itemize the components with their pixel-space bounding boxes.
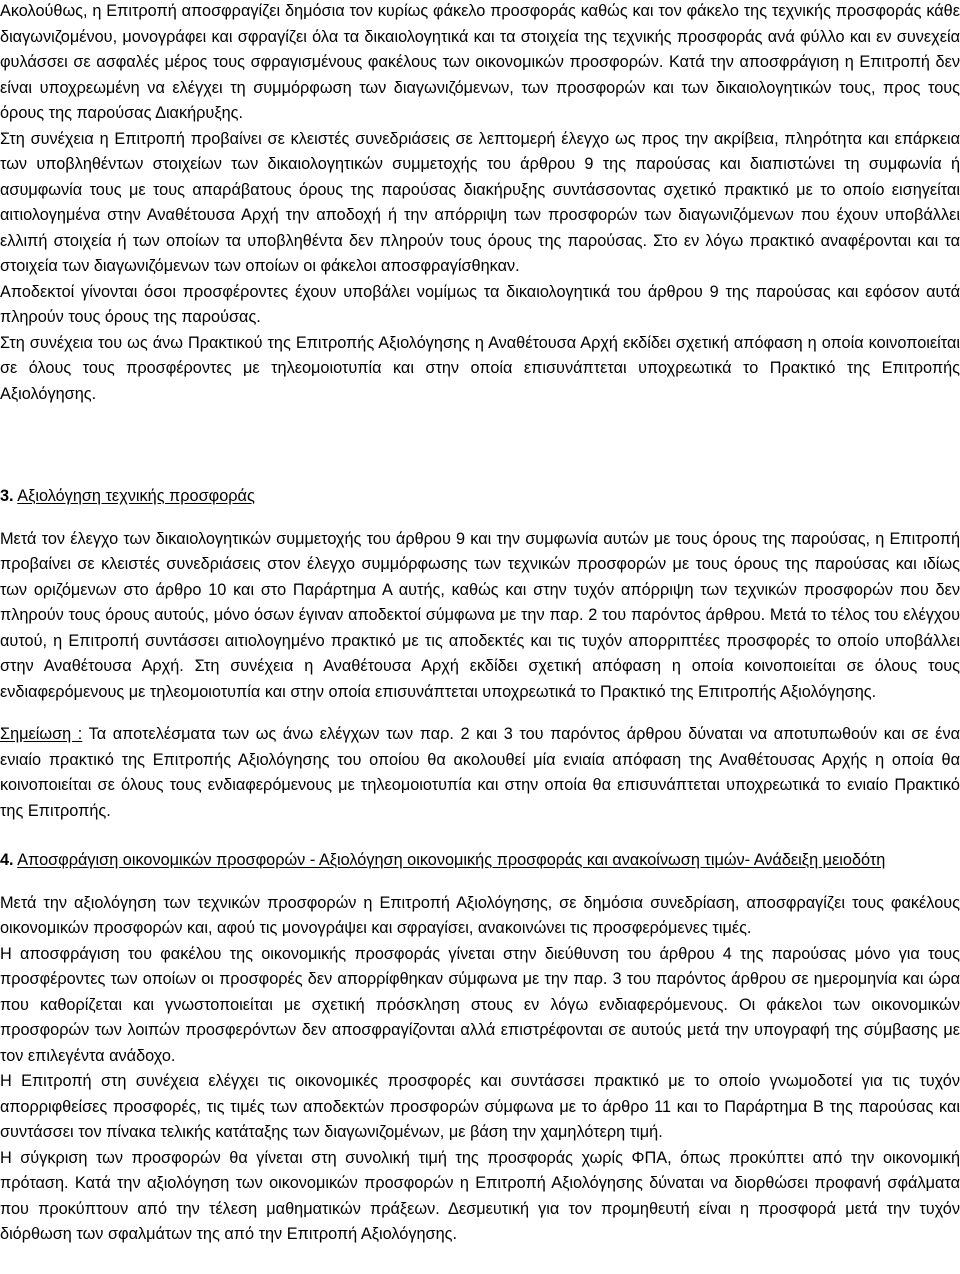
spacer (0, 407, 960, 484)
section-4-paragraph-1: Μετά την αξιολόγηση των τεχνικών προσφορών η Επιτροπή Αξιολόγησης, σε δημόσια συνεδρίαση, αποσφραγίζει τους φακέλους οικονομικών προσφορών και, αφού τις μονογράψει και σφραγίσει, ανακοινώνει τις προσφερόμενες τιμές. (0, 893, 960, 937)
section-3-paragraph-1: Μετά τον έλεγχο των δικαιολογητικών συμμετοχής του άρθρου 9 και την συμφωνία αυτών με τους όρους της παρούσας, η Επιτροπή προβαίνει σε κλειστές συνεδριάσεις στον έλεγχο συμμόρφωσης των τεχνικών προσφορών με τους όρους της παρούσας και ιδίως των οριζόμενων στο άρθρο 10 και στο Παράρτημα Α αυτής, καθώς και στην τυχόν απόρριψη των τεχνικών προσφορών που δεν πληρούν τους όρους αυτούς, μόνο όσων έγιναν αποδεκτοί σύμφωνα με την παρ. 2 του παρόντος άρθρου. Μετά το τέλος του ελέγχου αυτού, η Επιτροπή συντάσσει αιτιολογημένο πρακτικό με τις αποδεκτές και τις τυχόν απορριπτέες προσφορές το οποίο υποβάλλει στην Αναθέτουσα Αρχή. Στη συνέχεια η Αναθέτουσα Αρχή εκδίδει σχετική απόφαση η οποία κοινοποιείται σε όλους τους ενδιαφερόμενους με τηλεομοιοτυπία και στην οποία επισυνάπτεται υποχρεωτικά το Πρακτικό της Επιτροπής Αξιολόγησης. (0, 529, 960, 701)
section-3-title: Αξιολόγηση τεχνικής προσφοράς (17, 487, 255, 505)
intro-paragraph-3: Αποδεκτοί γίνονται όσοι προσφέροντες έχουν υποβάλει νομίμως τα δικαιολογητικά του άρθρου 9 της παρούσας και εφόσον αυτά πληρούν τους όρους της παρούσας. (0, 282, 960, 326)
intro-paragraph-1: Ακολούθως, η Επιτροπή αποσφραγίζει δημόσια τον κυρίως φάκελο προσφοράς καθώς και τον φάκελο της τεχνικής προσφοράς κάθε διαγωνιζομένου, μονογράφει και σφραγίζει όλα τα δικαιολογητικά και τα στοιχεία της τεχνικής προσφοράς ανά φύλλο και εν συνεχεία φυλάσσει σε ασφαλές μέρος τους σφραγισμένους φακέλους των οικονομικών προσφορών. Κατά την αποσφράγιση η Επιτροπή δεν είναι υποχρεωμένη να ελέγχει τη συμμόρφωση των διαγωνιζόμενων, των προσφορών και των δικαιολογητικών τους, προς τους όρους της παρούσας Διακήρυξης. (0, 2, 960, 122)
section-4-title: Αποσφράγιση οικονομικών προσφορών - Αξιολόγηση οικονομικής προσφοράς και ανακοίνωση τιμών- Ανάδειξη μειοδότη (17, 851, 886, 869)
section-4-heading (0, 848, 960, 874)
spacer (0, 874, 960, 891)
section-3-heading (0, 484, 960, 510)
spacer (0, 510, 960, 527)
section-4-number: 4. (0, 851, 14, 869)
section-4-paragraph-3: Η Επιτροπή στη συνέχεια ελέγχει τις οικονομικές προσφορές και συντάσσει πρακτικό με το οποίο γνωμοδοτεί για τις τυχόν απορριφθείσες προσφορές, τις τιμές των αποδεκτών προσφορών σύμφωνα με το άρθρο 11 και το Παράρτημα Β της παρούσας και συντάσσει τον πίνακα τελικής κατάταξης των διαγωνιζομένων, με βάση την χαμηλότερη τιμή. (0, 1072, 960, 1141)
section-3-number: 3. (0, 487, 14, 505)
intro-paragraph-2: Στη συνέχεια η Επιτροπή προβαίνει σε κλειστές συνεδριάσεις σε λεπτομερή έλεγχο ως προς την ακρίβεια, πληρότητα και επάρκεια των υποβληθέντων στοιχείων των δικαιολογητικών συμμετοχής του άρθρου 9 της παρούσας και διαπιστώνει τη συμφωνία ή ασυμφωνία τους με τους απαράβατους όρους της παρούσας διακήρυξης συντάσσοντας σχετικό πρακτικό με το οποίο εισηγείται αιτιολογημένα στην Αναθέτουσα Αρχή την αποδοχή ή την απόρριψη των προσφορών των διαγωνιζόμενων που έχουν υποβάλλει ελλιπή στοιχεία ή των οποίων τα υποβληθέντα δεν πληρούν τους όρους της παρούσας. Στο εν λόγω πρακτικό αναφέρονται και τα στοιχεία των διαγωνιζόμενων των οποίων οι φάκελοι αποσφραγίσθηκαν. (0, 129, 960, 275)
section-4-paragraph-2: Η αποσφράγιση του φακέλου της οικονομικής προσφοράς γίνεται στην διεύθυνση του άρθρου 4 της παρούσας μόνο για τους προσφέροντες των οποίων οι προσφορές δεν απορρίφθηκαν σύμφωνα με την παρ. 3 του παρόντος άρθρου σε ημερομηνία και ώρα που καθορίζεται και γνωστοποιείται με σχετική πρόσκληση στους εν λόγω ενδιαφερόμενους. Οι φάκελοι των οικονομικών προσφορών των λοιπών προσφερόντων δεν αποσφραγίζονται αλλά επιστρέφονται σε αυτούς μετά την υπογραφή της σύμβασης με τον επιλεγέντα ανάδοχο. (0, 944, 960, 1065)
spacer (0, 705, 960, 722)
section-4-paragraph-4: Η σύγκριση των προσφορών θα γίνεται στη συνολική τιμή της προσφοράς χωρίς ΦΠΑ, όπως προκύπτει από την οικονομική πρόταση. Κατά την αξιολόγηση των οικονομικών προσφορών η Επιτροπή Αξιολόγησης δύναται να διορθώσει προφανή σφάλματα που προκύπτουν από την τέλεση μαθηματικών πράξεων. Δεσμευτική για τον προμηθευτή είναι η προσφορά μετά την τυχόν διόρθωση των σφαλμάτων της από την Επιτροπή Αξιολόγησης. (0, 1148, 960, 1243)
note-label: Σημείωση : (0, 725, 83, 743)
note-text: Τα αποτελέσματα των ως άνω ελέγχων των παρ. 2 και 3 του παρόντος άρθρου δύναται να αποτυπωθούν και σε ένα ενιαίο πρακτικό της Επιτροπής Αξιολόγησης του οποίου θα ακολουθεί μία ενιαία απόφαση της Αναθέτουσας Αρχής η οποία θα κοινοποιείται σε όλους τους ενδιαφερόμενους με τηλεομοιοτυπία και στην οποία θα επισυνάπτεται υποχρεωτικά το ενιαίο Πρακτικό της Επιτροπής. (0, 725, 960, 820)
spacer (0, 824, 960, 848)
section-3-note (0, 722, 960, 824)
intro-paragraph-4: Στη συνέχεια του ως άνω Πρακτικού της Επιτροπής Αξιολόγησης η Αναθέτουσα Αρχή εκδίδει σχετική απόφαση η οποία κοινοποιείται σε όλους τους προσφέροντες με τηλεομοιοτυπία και στην οποία επισυνάπτεται υποχρεωτικά το Πρακτικό της Επιτροπής Αξιολόγησης. (0, 333, 960, 403)
